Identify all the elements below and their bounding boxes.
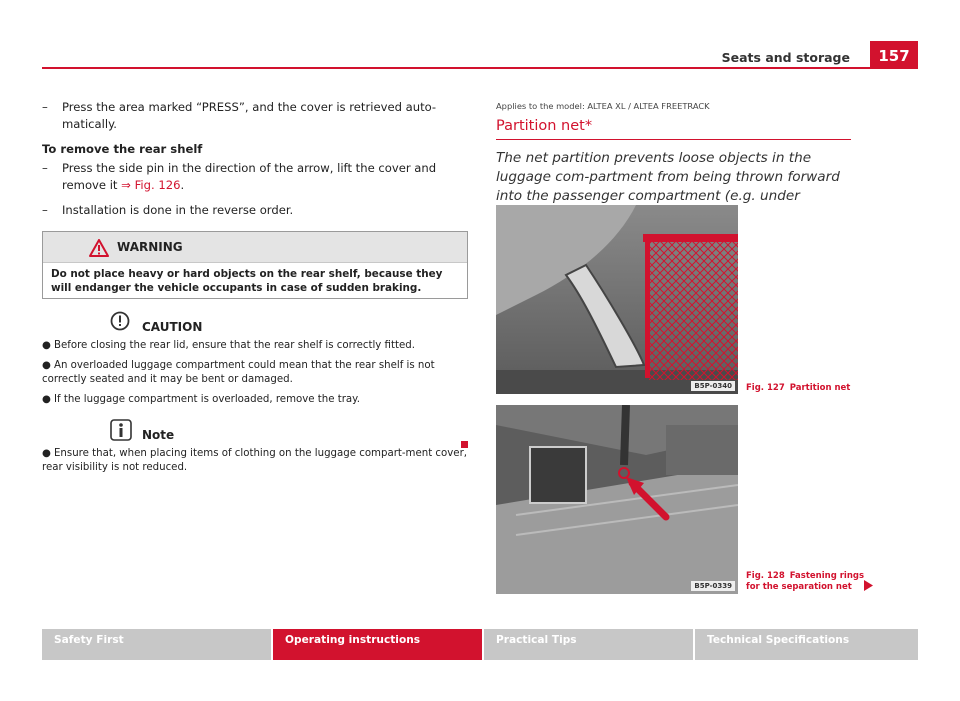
fastening-rings-illustration — [496, 405, 738, 594]
warning-body: Do not place heavy or hard objects on the rear shelf, because they will endanger the vehicle occupants in case of sudden braking. — [51, 268, 443, 294]
partition-net-illustration — [496, 205, 738, 394]
list-item: ● An overloaded luggage compartment could mean that the rear shelf is not correctly seated and it may be bent or damaged. — [42, 360, 435, 385]
header-rule — [42, 67, 918, 69]
step-press-text: Press the area marked “PRESS”, and the cover is retrieved auto-matically. — [62, 100, 437, 131]
caution-header — [42, 311, 468, 335]
note-title: Note — [142, 428, 175, 442]
caution-list — [42, 339, 468, 407]
tab-safety-first[interactable]: Safety First — [42, 629, 271, 660]
intro-paragraph: The net partition prevents loose objects in the luggage com-partment from being thrown forward into the passenger compartment (e.g. under — [496, 150, 840, 204]
tab-technical-specifications[interactable]: Technical Specifications — [695, 629, 918, 660]
note-list — [42, 447, 468, 475]
dash-marker: – — [42, 161, 48, 175]
continue-arrow-icon — [864, 580, 873, 591]
step-side-pin — [42, 160, 468, 194]
running-header-title: Seats and storage — [721, 50, 850, 65]
figure-fastening-rings — [496, 405, 738, 594]
step-press — [42, 99, 468, 133]
left-column — [42, 99, 468, 481]
step-install — [42, 202, 468, 219]
bullet-glyph: ● — [42, 340, 51, 351]
list-item: ● Ensure that, when placing items of clothing on the luggage compart-ment cover, rear visibility is not reduced. — [42, 448, 467, 473]
figure-number: Fig. 128 — [746, 571, 785, 581]
figure-number: Fig. 127 — [746, 383, 785, 393]
warning-header — [43, 232, 467, 263]
dash-marker: – — [42, 203, 48, 217]
dash-marker: – — [42, 100, 48, 114]
bullet-glyph: ● — [42, 394, 51, 405]
warning-box — [42, 231, 468, 299]
fig-126-link[interactable]: ⇒ Fig. 126 — [121, 178, 181, 192]
step-side-pin-text: Press the side pin in the direction of the arrow, lift the cover and remove it — [62, 161, 437, 192]
caution-title: CAUTION — [142, 320, 203, 334]
figure-code: B5P-0339 — [691, 581, 735, 591]
figure-code: B5P-0340 — [691, 381, 735, 391]
warning-triangle-icon — [89, 239, 109, 257]
section-end-marker — [461, 441, 468, 448]
bullet-glyph: ● — [42, 360, 51, 371]
note-header — [42, 419, 468, 443]
note-info-icon — [110, 419, 132, 441]
step-install-text: Installation is done in the reverse order. — [62, 203, 294, 217]
list-item: ● If the luggage compartment is overloaded, remove the tray. — [42, 394, 360, 405]
bullet-glyph: ● — [42, 448, 51, 459]
tab-operating-instructions[interactable]: Operating instructions — [273, 629, 482, 660]
warning-title: WARNING — [117, 240, 183, 254]
figure-127-caption — [746, 383, 850, 394]
section-rule — [496, 139, 851, 140]
tab-practical-tips[interactable]: Practical Tips — [484, 629, 693, 660]
list-item: ● Before closing the rear lid, ensure that the rear shelf is correctly fitted. — [42, 340, 415, 351]
section-title: Partition net* — [496, 118, 593, 134]
step-side-pin-end: . — [180, 178, 185, 192]
applies-to-label: Applies to the model: ALTEA XL / ALTEA FREETRACK — [496, 101, 710, 111]
figure-128-caption — [746, 571, 864, 593]
figure-caption-text: for the separation net — [746, 582, 852, 592]
figure-caption-text: Partition net — [789, 383, 851, 393]
figure-caption-text: Fastening rings — [789, 571, 865, 581]
page-number: 157 — [870, 41, 918, 68]
remove-shelf-heading: To remove the rear shelf — [42, 142, 203, 156]
caution-exclamation-icon — [110, 311, 130, 331]
footer-navigation — [42, 629, 918, 660]
figure-partition-net — [496, 205, 738, 394]
